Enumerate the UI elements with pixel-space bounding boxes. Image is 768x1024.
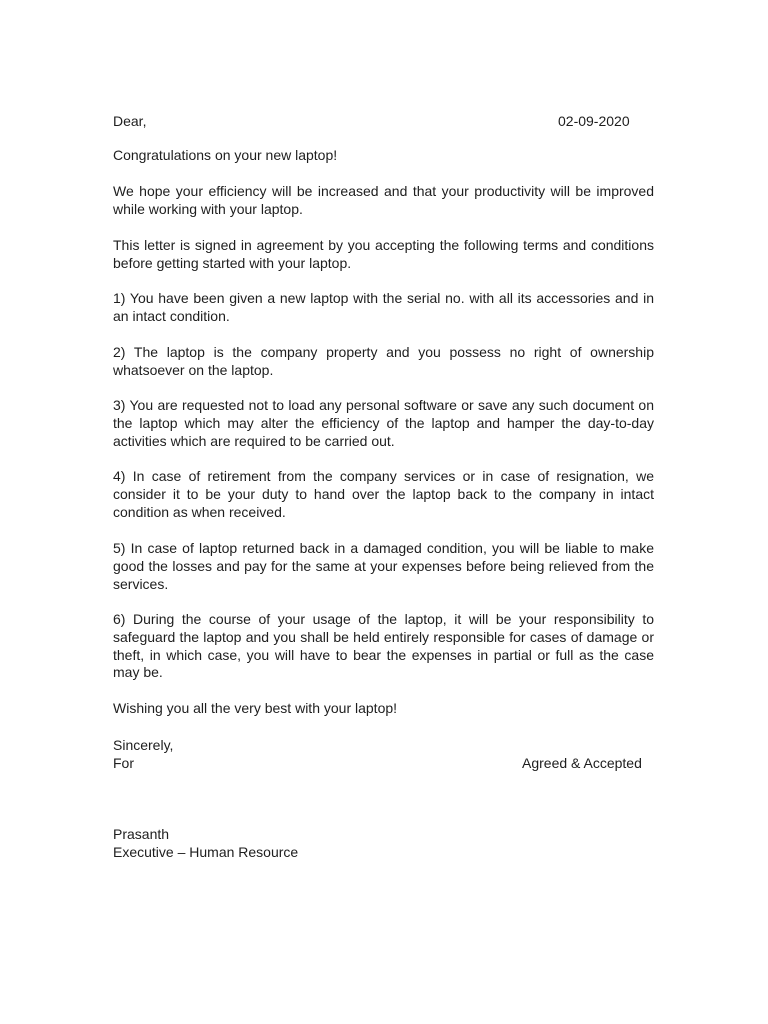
congratulations-line: Congratulations on your new laptop! <box>113 147 338 163</box>
letter-date: 02-09-2020 <box>558 113 630 129</box>
hope-paragraph: We hope your efficiency will be increased and that your productivity will be improved while working with your laptop. <box>113 183 654 217</box>
term-5: 5) In case of laptop returned back in a damaged condition, you will be liable to make good the losses and pay for the same at your expenses before being relieved from the services. <box>113 540 654 592</box>
for-label: For <box>113 755 134 771</box>
intro-paragraph: This letter is signed in agreement by you accepting the following terms and conditions before getting started with your laptop. <box>113 237 654 271</box>
term-1: 1) You have been given a new laptop with the serial no. with all its accessories and in an intact condition. <box>113 290 654 324</box>
closing: Sincerely, <box>113 737 174 753</box>
signer-name: Prasanth <box>113 826 170 842</box>
term-6: 6) During the course of your usage of the laptop, it will be your responsibility to safeguard the laptop and you shall be held entirely responsible for cases of damage or theft, in which case, you will have to bear the expenses in partial or full as the case may be. <box>113 611 654 681</box>
signer-title: Executive – Human Resource <box>113 844 299 860</box>
term-2: 2) The laptop is the company property and you possess no right of ownership whatsoever on the laptop. <box>113 344 654 378</box>
agreed-accepted-label: Agreed & Accepted <box>522 755 642 771</box>
term-3: 3) You are requested not to load any personal software or save any such document on the laptop which may alter the efficiency of the laptop and hamper the day-to-day activities which are required to be carried out. <box>113 397 654 449</box>
term-4: 4) In case of retirement from the company services or in case of resignation, we consider it to be your duty to hand over the laptop back to the company in intact condition as when received. <box>113 468 654 520</box>
wishing-line: Wishing you all the very best with your laptop! <box>113 700 398 716</box>
salutation: Dear, <box>113 113 147 129</box>
